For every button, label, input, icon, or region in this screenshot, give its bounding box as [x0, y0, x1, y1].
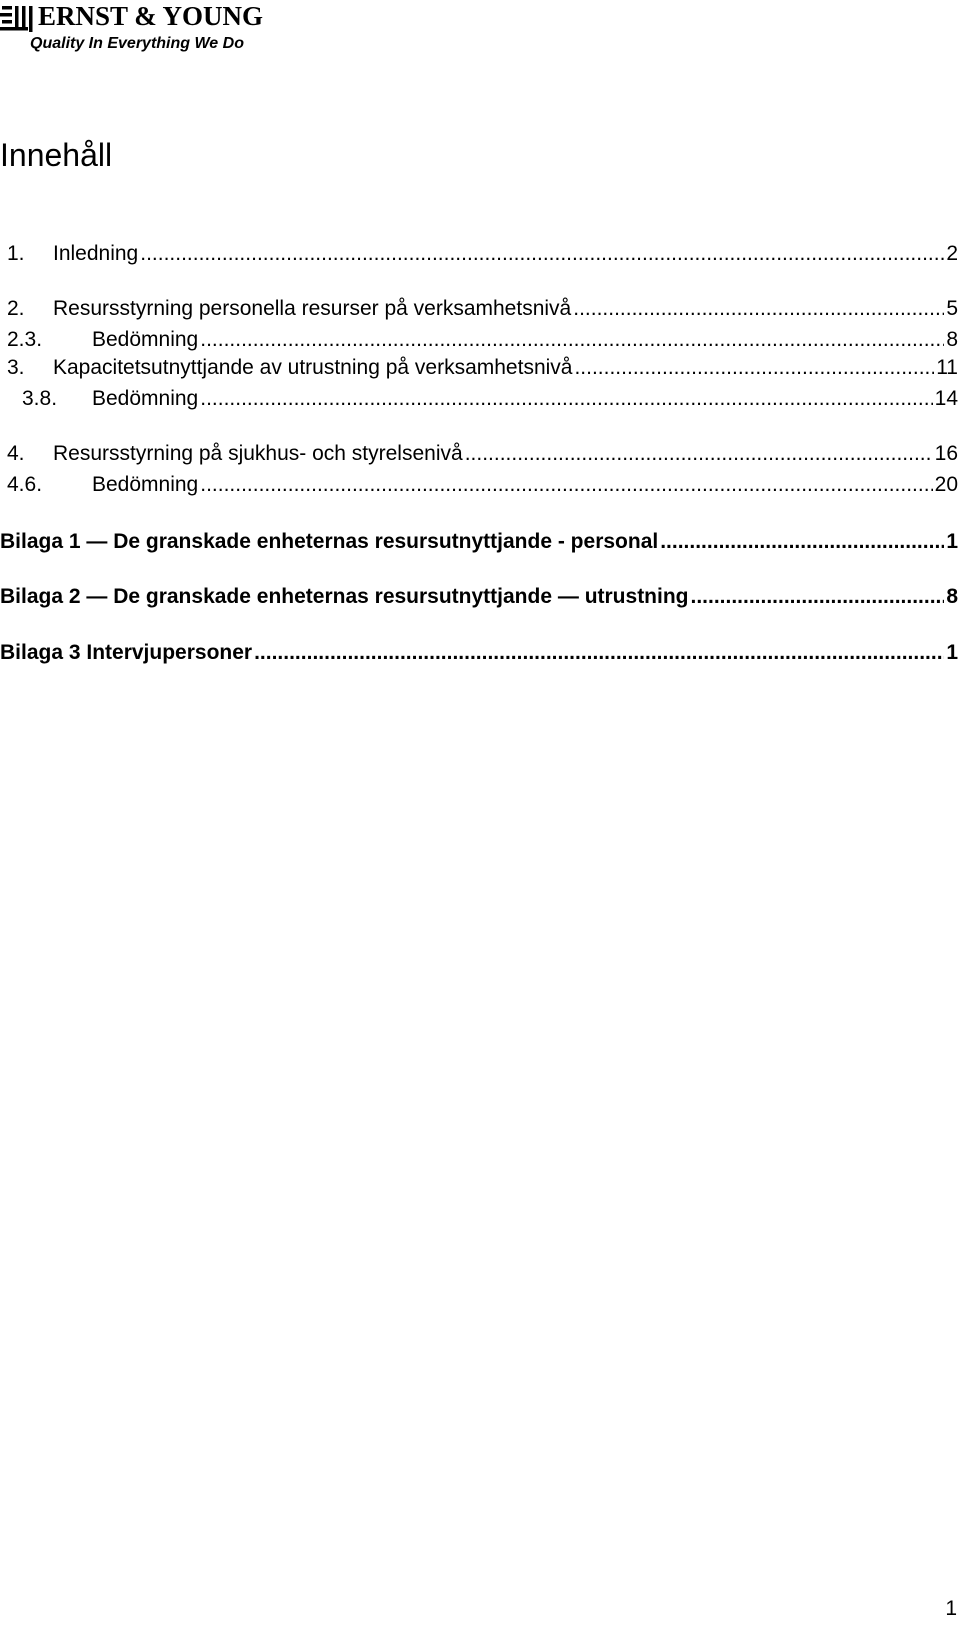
toc-entry[interactable] [0, 529, 958, 555]
toc-leader-dots [660, 529, 944, 555]
toc-entry-text: Resursstyrning personella resurser på verksamhetsnivå [53, 297, 572, 320]
toc-entry-text: Bedömning [92, 387, 199, 410]
toc-entry-number: 2. [7, 297, 25, 320]
toc-leader-dots [200, 327, 944, 353]
toc-entry[interactable] [0, 355, 958, 381]
ey-bars-icon [0, 4, 36, 34]
page-number: 1 [945, 1597, 957, 1620]
toc-entry-text: Bilaga 3 Intervjupersoner [0, 641, 253, 664]
toc-entry-number: 1. [7, 242, 25, 265]
logo-tagline: Quality In Everything We Do [30, 35, 244, 52]
toc-leader-dots [691, 584, 945, 610]
toc-entry[interactable] [0, 640, 958, 666]
toc-entry[interactable] [0, 472, 958, 498]
toc-entry-page: 1 [946, 530, 958, 553]
toc-entry[interactable] [0, 296, 958, 322]
toc-entry-number: 4.6. [7, 473, 43, 496]
toc-entry[interactable] [0, 441, 958, 467]
ernst-young-logo [0, 0, 264, 60]
toc-entry-page: 8 [946, 585, 958, 608]
toc-entry-text: Bedömning [92, 328, 199, 351]
toc-entry[interactable] [0, 327, 958, 353]
toc-title: Innehåll [0, 137, 113, 173]
toc-entry-number: 3.8. [22, 387, 58, 410]
toc-entry-text: Bilaga 1 — De granskade enheternas resursutnyttjande - personal [0, 530, 659, 553]
toc-entry[interactable] [0, 584, 958, 610]
toc-entry-number: 2.3. [7, 328, 43, 351]
toc-entry-text: Kapacitetsutnyttjande av utrustning på verksamhetsnivå [53, 356, 573, 379]
toc-entry-number: 3. [7, 356, 25, 379]
toc-entry-text: Resursstyrning på sjukhus- och styrelsenivå [53, 442, 463, 465]
toc-leader-dots [574, 355, 934, 381]
toc-entry-text: Bilaga 2 — De granskade enheternas resursutnyttjande — utrustning [0, 585, 689, 608]
toc-entry-page: 11 [936, 356, 958, 379]
toc-entry-page: 16 [934, 442, 958, 465]
toc-entry-page: 1 [946, 641, 958, 664]
toc-entry[interactable] [0, 241, 958, 267]
toc-leader-dots [140, 241, 944, 267]
toc-entry-page: 8 [946, 328, 958, 351]
toc-leader-dots [254, 640, 944, 666]
toc-entry-page: 2 [946, 242, 958, 265]
toc-leader-dots [200, 472, 932, 498]
toc-leader-dots [573, 296, 944, 322]
toc-entry-number: 4. [7, 442, 25, 465]
toc-entry-text: Bedömning [92, 473, 199, 496]
toc-entry-page: 5 [946, 297, 958, 320]
toc-leader-dots [200, 386, 932, 412]
toc-entry-page: 14 [934, 387, 958, 410]
toc-entry-text: Inledning [53, 242, 139, 265]
toc-entry-page: 20 [934, 473, 958, 496]
toc-leader-dots [465, 441, 933, 467]
toc-entry[interactable] [0, 386, 958, 412]
logo-wordmark: ERNST & YOUNG [38, 1, 264, 31]
